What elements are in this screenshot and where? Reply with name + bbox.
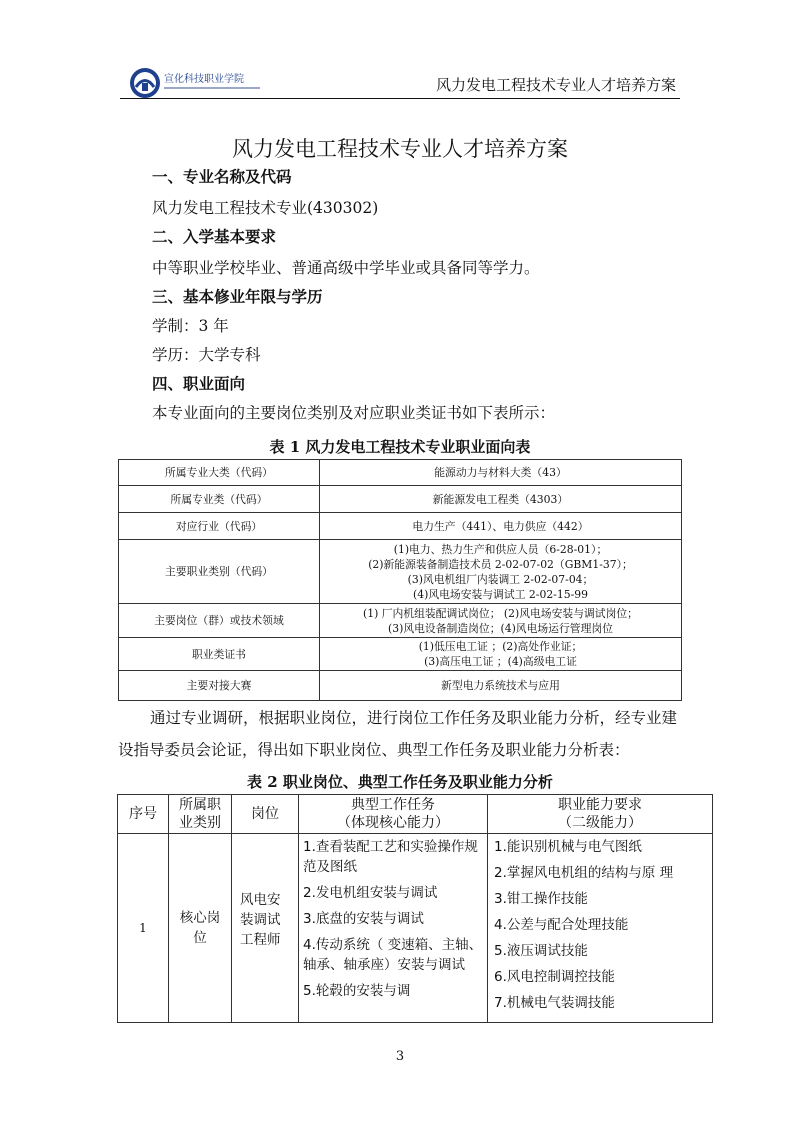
- list-item: 3.底盘的安装与调试: [303, 911, 424, 927]
- section-text: 学历：大学专科: [152, 346, 261, 364]
- cell-abilities: [488, 834, 713, 1023]
- row-label: 所属专业大类（代码）: [119, 460, 320, 486]
- row-value: 能源动力与材料大类（43）: [320, 460, 682, 486]
- section-heading-2: 二、入学基本要求: [152, 228, 277, 246]
- row-label: 主要职业类别（代码）: [119, 540, 320, 604]
- table1-caption: 表 1 风力发电工程技术专业职业面向表: [269, 438, 531, 456]
- table-row: [118, 834, 713, 1023]
- table-row: [119, 604, 682, 638]
- cell-tasks: [299, 834, 488, 1023]
- page-number: 3: [395, 1049, 405, 1064]
- list-item: 2.掌握风电机组的结构与原 理: [494, 865, 674, 881]
- section-text: 本专业面向的主要岗位类别及对应职业类证书如下表所示：: [152, 404, 556, 422]
- table-row: [119, 513, 682, 540]
- list-item: 6.风电控制调控技能: [494, 969, 615, 985]
- row-value: (1) 厂内机组装配调试岗位； (2)风电场安装与调试岗位； (3)风电设备制造岗位；(4)风电场运行管理岗位: [320, 604, 682, 638]
- document-title: 风力发电工程技术专业人才培养方案: [232, 137, 568, 161]
- row-value: (1)电力、热力生产和供应人员（6-28-01）； (2)新能源装备制造技术员 2-02-07-02（GBM1-37）； (3)风电机组厂内装调工 2-02-07-04； (4)风电场安装与调试工 2-02-15-99: [320, 540, 682, 604]
- section-text: 学制：3 年: [152, 317, 229, 335]
- table-row: [119, 460, 682, 486]
- section-heading-1: 一、专业名称及代码: [152, 168, 292, 186]
- table-row: [119, 486, 682, 513]
- header-tasks: 典型工作任务 （体现核心能力）: [299, 795, 488, 834]
- list-item: 4.传动系统（ 变速箱、主轴、轴承、轴承座）安装与调试: [303, 937, 483, 973]
- table-row: [119, 671, 682, 701]
- body-paragraph: 通过专业调研，根据职业岗位，进行岗位工作任务及职业能力分析，经专业建设指导委员会论证，得出如下职业岗位、典型工作任务及职业能力分析表：: [118, 709, 678, 759]
- college-logo: [128, 66, 268, 100]
- table-header-row: [118, 795, 713, 834]
- row-value: 新能源发电工程类（4303）: [320, 486, 682, 513]
- list-item: 2.发电机组安装与调试: [303, 885, 438, 901]
- row-value: 电力生产（441）、电力供应（442）: [320, 513, 682, 540]
- header-seq: 序号: [118, 795, 169, 834]
- list-item: 5.轮毂的安装与调: [303, 983, 411, 999]
- list-item: 1.查看装配工艺和实验操作规 范及图纸: [303, 839, 478, 875]
- row-value: (1)低压电工证 ；(2)高处作业证； (3)高压电工证 ；(4)高级电工证: [320, 638, 682, 671]
- logo-text: 宣化科技职业学院: [164, 74, 244, 85]
- cell-seq: 1: [118, 834, 169, 1023]
- list-item: 5.液压调试技能: [494, 943, 588, 959]
- cell-post: 风电安装调试工程师: [232, 834, 299, 1023]
- section-text: 风力发电工程技术专业(430302): [152, 199, 379, 217]
- row-label: 职业类证书: [119, 638, 320, 671]
- list-item: 4.公差与配合处理技能: [494, 917, 629, 933]
- career-orientation-table: [118, 459, 682, 701]
- job-task-ability-table: [117, 794, 713, 1023]
- table-row: [119, 540, 682, 604]
- list-item: 1.能识别机械与电气图纸: [494, 839, 642, 855]
- running-title: 风力发电工程技术专业人才培养方案: [435, 76, 676, 94]
- header-post: 岗位: [232, 795, 299, 834]
- table-row: [119, 638, 682, 671]
- section-text: 中等职业学校毕业、普通高级中学毕业或具备同等学力。: [152, 259, 540, 277]
- section-heading-3: 三、基本修业年限与学历: [152, 288, 323, 306]
- row-label: 所属专业类（代码）: [119, 486, 320, 513]
- header-category: 所属职 业类别: [169, 795, 232, 834]
- row-label: 对应行业（代码）: [119, 513, 320, 540]
- cell-category: 核心岗位: [169, 834, 232, 1023]
- section-heading-4: 四、职业面向: [152, 375, 246, 393]
- row-value: 新型电力系统技术与应用: [320, 671, 682, 701]
- row-label: 主要对接大赛: [119, 671, 320, 701]
- table2-caption: 表 2 职业岗位、典型工作任务及职业能力分析: [247, 773, 553, 791]
- list-item: 7.机械电气装调技能: [494, 995, 615, 1011]
- row-label: 主要岗位（群）或技术领域: [119, 604, 320, 638]
- list-item: 3.钳工操作技能: [494, 891, 588, 907]
- header-abilities: 职业能力要求 （二级能力）: [488, 795, 713, 834]
- header-rule: [120, 98, 680, 99]
